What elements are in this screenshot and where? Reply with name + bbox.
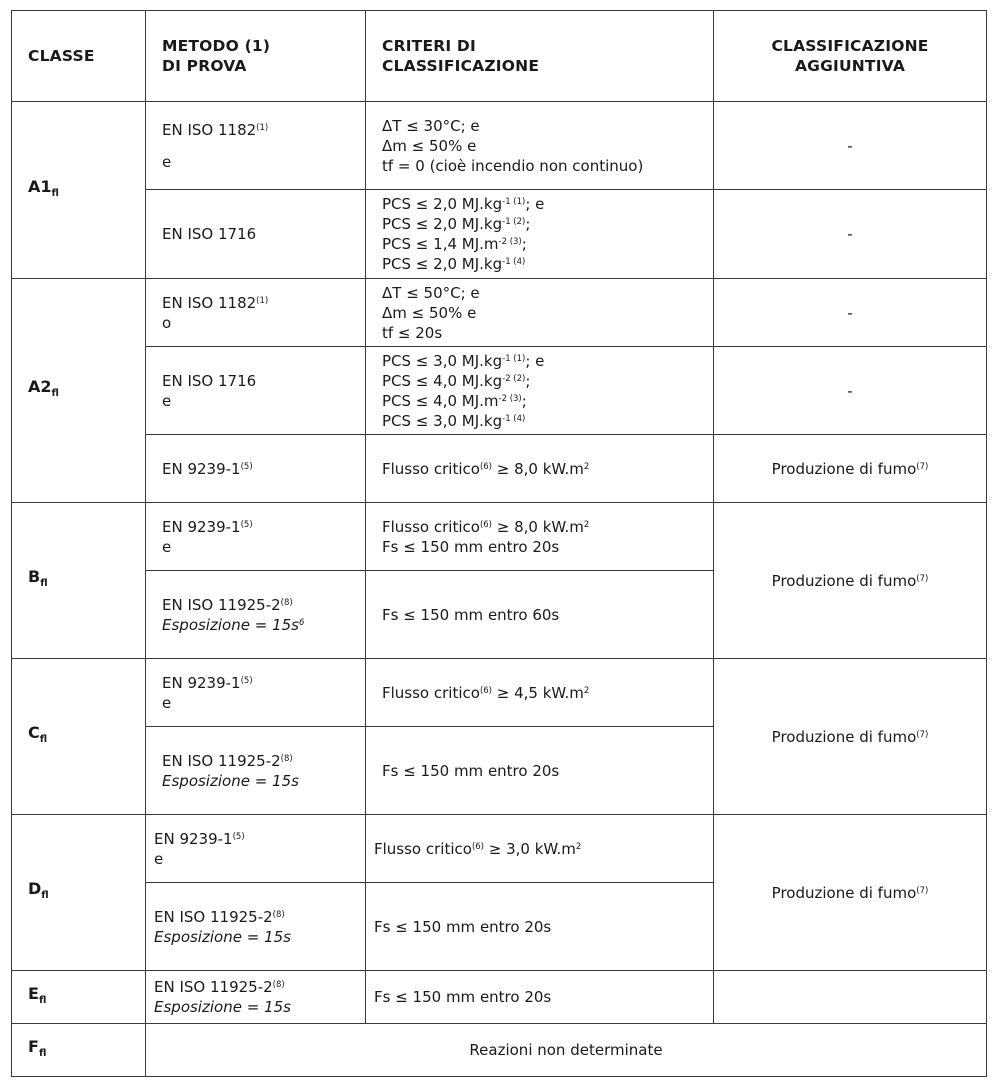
method-cell: EN ISO 11925-2$^{(8)}$ Esposizione = 15s [146, 883, 366, 971]
additional-cell: - [714, 347, 987, 435]
criteria-cell: Flusso critico$^{(6)}$ ≥ 4,5 $kW.m^2$ [366, 659, 714, 727]
row-a2-2 [12, 347, 987, 435]
method-cell: EN ISO 1182$^{(1)}$ o [146, 279, 366, 347]
criteria-cell: Flusso critico$^{(6)}$ ≥ 8,0 $kW.m^2$ [366, 435, 714, 503]
method-cell: EN ISO 11925-2$^{(8)}$ Esposizione = 15s [146, 971, 366, 1024]
additional-cell: Produzione di fumo$^{(7)}$ [714, 659, 987, 815]
header-criteri: CRITERI DI CLASSIFICAZIONE [366, 11, 714, 102]
additional-cell: Produzione di fumo$^{(7)}$ [714, 815, 987, 971]
row-a2-1 [12, 279, 987, 347]
method-cell: EN ISO 11925-2$^{(8)}$ Esposizione = 15s [146, 727, 366, 815]
additional-cell: - [714, 279, 987, 347]
additional-cell [714, 971, 987, 1024]
additional-cell: - [714, 102, 987, 190]
criteria-cell: PCS ≤ 2,0 $MJ.kg^{-1 (1)}$; e PCS ≤ 2,0 $MJ.kg^{-1 (2)}$; PCS ≤ 1,4 $MJ.m^{-2 (3)}$; PCS ≤ 2,0 $MJ.kg^{-1 (4)}$ [366, 190, 714, 279]
class-e: $E_{fl}$ [12, 971, 146, 1024]
class-a2: $A2_{fl}$ [12, 279, 146, 503]
criteria-cell: Fs ≤ 150 mm entro 60s [366, 571, 714, 659]
class-f: $F_{fl}$ [12, 1024, 146, 1077]
header-row [12, 11, 987, 102]
row-f [12, 1024, 987, 1077]
method-cell: EN 9239-1$^{(5)}$ [146, 435, 366, 503]
criteria-cell: ΔT ≤ 50°C; e Δm ≤ 50% e tf ≤ 20s [366, 279, 714, 347]
row-d-1 [12, 815, 987, 883]
row-b-1 [12, 503, 987, 571]
class-c: $C_{fl}$ [12, 659, 146, 815]
method-cell: EN 9239-1$^{(5)}$ e [146, 503, 366, 571]
method-cell: EN ISO 1716 [146, 190, 366, 279]
additional-cell: Produzione di fumo$^{(7)}$ [714, 503, 987, 659]
reazioni-non-determinate-cell: Reazioni non determinate [146, 1024, 987, 1077]
method-cell: EN 9239-1$^{(5)}$ e [146, 815, 366, 883]
criteria-cell: ΔT ≤ 30°C; e Δm ≤ 50% e tf = 0 (cioè incendio non continuo) [366, 102, 714, 190]
criteria-cell: Flusso critico$^{(6)}$ ≥ 3,0 $kW.m^2$ [366, 815, 714, 883]
criteria-cell: Flusso critico$^{(6)}$ ≥ 8,0 $kW.m^2$ Fs ≤ 150 mm entro 20s [366, 503, 714, 571]
criteria-cell: PCS ≤ 3,0 $MJ.kg^{-1 (1)}$; e PCS ≤ 4,0 $MJ.kg^{-2 (2)}$; PCS ≤ 4,0 $MJ.m^{-2 (3)}$; PCS ≤ 3,0 $MJ.kg^{-1 (4)}$ [366, 347, 714, 435]
method-cell: EN ISO 1182$^{(1)}$ e [146, 102, 366, 190]
class-b: $B_{fl}$ [12, 503, 146, 659]
row-a1-1 [12, 102, 987, 190]
header-classificazione-aggiuntiva: CLASSIFICAZIONE AGGIUNTIVA [714, 11, 987, 102]
classification-table [11, 10, 987, 1077]
class-a1: $A1_{fl}$ [12, 102, 146, 279]
additional-cell: Produzione di fumo$^{(7)}$ [714, 435, 987, 503]
row-c-1 [12, 659, 987, 727]
header-classe: CLASSE [12, 11, 146, 102]
additional-cell: - [714, 190, 987, 279]
row-a2-3 [12, 435, 987, 503]
criteria-cell: Fs ≤ 150 mm entro 20s [366, 883, 714, 971]
row-e [12, 971, 987, 1024]
criteria-cell: Fs ≤ 150 mm entro 20s [366, 727, 714, 815]
method-cell: EN 9239-1$^{(5)}$ e [146, 659, 366, 727]
criteria-cell: Fs ≤ 150 mm entro 20s [366, 971, 714, 1024]
method-cell: EN ISO 11925-2$^{(8)}$ Esposizione = $15s^6$ [146, 571, 366, 659]
method-cell: EN ISO 1716 e [146, 347, 366, 435]
class-d: $D_{fl}$ [12, 815, 146, 971]
row-a1-2 [12, 190, 987, 279]
header-metodo: METODO (1) DI PROVA [146, 11, 366, 102]
